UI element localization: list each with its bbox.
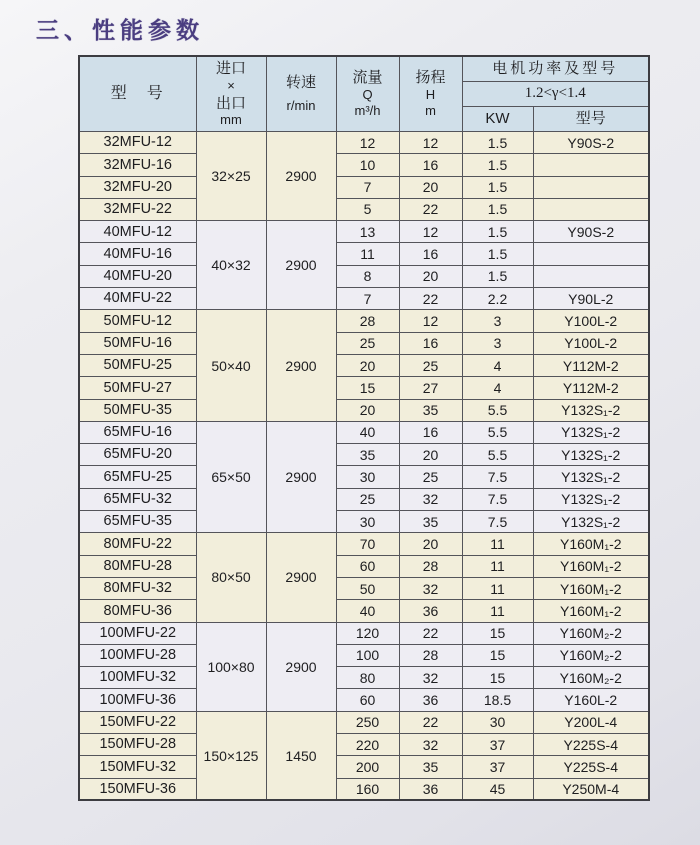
flow-cell: 20 bbox=[336, 354, 399, 376]
table-row bbox=[79, 511, 649, 533]
model-cell: 32MFU-22 bbox=[79, 198, 196, 220]
speed-cell: 2900 bbox=[266, 533, 336, 622]
speed-cell: 2900 bbox=[266, 421, 336, 532]
power-cell: 7.5 bbox=[462, 488, 533, 510]
flow-cell: 40 bbox=[336, 600, 399, 622]
power-cell: 1.5 bbox=[462, 265, 533, 287]
head-cell: 35 bbox=[399, 756, 462, 778]
motor-model-cell: Y132S₁-2 bbox=[533, 444, 649, 466]
flow-cell: 160 bbox=[336, 778, 399, 800]
power-cell: 1.5 bbox=[462, 176, 533, 198]
power-cell: 1.5 bbox=[462, 132, 533, 154]
head-cell: 36 bbox=[399, 600, 462, 622]
table-row bbox=[79, 132, 649, 154]
inlet-outlet-cell: 150×125 bbox=[196, 711, 266, 800]
motor-model-cell bbox=[533, 243, 649, 265]
table-body bbox=[79, 132, 649, 801]
flow-cell: 120 bbox=[336, 622, 399, 644]
model-cell: 65MFU-20 bbox=[79, 444, 196, 466]
head-cell: 32 bbox=[399, 577, 462, 599]
inlet-outlet-cell: 40×32 bbox=[196, 221, 266, 310]
inlet-outlet-cell: 50×40 bbox=[196, 310, 266, 421]
head-cell: 32 bbox=[399, 667, 462, 689]
header-speed-unit: r/min bbox=[286, 98, 316, 114]
flow-cell: 7 bbox=[336, 176, 399, 198]
table-row bbox=[79, 488, 649, 510]
model-cell: 100MFU-22 bbox=[79, 622, 196, 644]
head-cell: 25 bbox=[399, 354, 462, 376]
power-cell: 11 bbox=[462, 555, 533, 577]
power-cell: 3 bbox=[462, 332, 533, 354]
power-cell: 15 bbox=[462, 667, 533, 689]
header-head-label: 扬程 bbox=[415, 69, 446, 87]
flow-cell: 25 bbox=[336, 332, 399, 354]
flow-cell: 30 bbox=[336, 466, 399, 488]
flow-cell: 25 bbox=[336, 488, 399, 510]
model-cell: 150MFU-32 bbox=[79, 756, 196, 778]
header-inlet-label: 进口 bbox=[215, 60, 246, 78]
model-cell: 40MFU-20 bbox=[79, 265, 196, 287]
model-cell: 40MFU-12 bbox=[79, 221, 196, 243]
power-cell: 37 bbox=[462, 756, 533, 778]
header-motor-model bbox=[533, 107, 649, 132]
header-head-symbol: H bbox=[425, 86, 436, 102]
header-mm-unit: mm bbox=[220, 111, 242, 127]
table-row bbox=[79, 243, 649, 265]
table-row bbox=[79, 778, 649, 800]
head-cell: 36 bbox=[399, 689, 462, 711]
model-cell: 40MFU-22 bbox=[79, 288, 196, 310]
flow-cell: 250 bbox=[336, 711, 399, 733]
head-cell: 16 bbox=[399, 154, 462, 176]
motor-model-cell bbox=[533, 198, 649, 220]
motor-model-cell: Y200L-4 bbox=[533, 711, 649, 733]
header-head-unit: m bbox=[425, 102, 436, 118]
head-cell: 28 bbox=[399, 644, 462, 666]
flow-cell: 60 bbox=[336, 689, 399, 711]
flow-cell: 220 bbox=[336, 734, 399, 756]
header-motor-group-label: 电机功率及型号 bbox=[492, 60, 619, 78]
head-cell: 16 bbox=[399, 421, 462, 443]
motor-model-cell: Y90S-2 bbox=[533, 132, 649, 154]
motor-model-cell: Y132S₁-2 bbox=[533, 511, 649, 533]
model-cell: 32MFU-16 bbox=[79, 154, 196, 176]
speed-cell: 2900 bbox=[266, 221, 336, 310]
flow-cell: 35 bbox=[336, 444, 399, 466]
model-cell: 100MFU-32 bbox=[79, 667, 196, 689]
power-cell: 18.5 bbox=[462, 689, 533, 711]
head-cell: 32 bbox=[399, 734, 462, 756]
flow-cell: 50 bbox=[336, 577, 399, 599]
motor-model-cell: Y100L-2 bbox=[533, 310, 649, 332]
motor-model-cell: Y225S-4 bbox=[533, 756, 649, 778]
model-cell: 65MFU-35 bbox=[79, 511, 196, 533]
flow-cell: 40 bbox=[336, 421, 399, 443]
speed-cell: 2900 bbox=[266, 310, 336, 421]
power-cell: 11 bbox=[462, 577, 533, 599]
flow-cell: 7 bbox=[336, 288, 399, 310]
power-cell: 5.5 bbox=[462, 444, 533, 466]
model-cell: 100MFU-28 bbox=[79, 644, 196, 666]
table-row bbox=[79, 288, 649, 310]
table-row bbox=[79, 310, 649, 332]
power-cell: 4 bbox=[462, 354, 533, 376]
power-cell: 45 bbox=[462, 778, 533, 800]
power-cell: 1.5 bbox=[462, 221, 533, 243]
flow-cell: 60 bbox=[336, 555, 399, 577]
flow-cell: 20 bbox=[336, 399, 399, 421]
flow-cell: 5 bbox=[336, 198, 399, 220]
table-row bbox=[79, 176, 649, 198]
speed-cell: 2900 bbox=[266, 132, 336, 221]
header-inlet-outlet bbox=[196, 56, 266, 132]
power-cell: 37 bbox=[462, 734, 533, 756]
motor-model-cell: Y160M₁-2 bbox=[533, 577, 649, 599]
flow-cell: 12 bbox=[336, 132, 399, 154]
head-cell: 16 bbox=[399, 243, 462, 265]
table-row bbox=[79, 711, 649, 733]
motor-model-cell: Y160M₂-2 bbox=[533, 622, 649, 644]
table-row bbox=[79, 399, 649, 421]
header-flow-label: 流量 bbox=[352, 69, 383, 87]
flow-cell: 15 bbox=[336, 377, 399, 399]
table-row bbox=[79, 466, 649, 488]
head-cell: 28 bbox=[399, 555, 462, 577]
head-cell: 35 bbox=[399, 399, 462, 421]
motor-model-cell: Y160M₁-2 bbox=[533, 533, 649, 555]
page-title: 三、性能参数 bbox=[36, 17, 204, 43]
model-cell: 150MFU-36 bbox=[79, 778, 196, 800]
flow-cell: 100 bbox=[336, 644, 399, 666]
header-head bbox=[399, 56, 462, 132]
header-motor-group bbox=[462, 56, 649, 82]
flow-cell: 70 bbox=[336, 533, 399, 555]
power-cell: 7.5 bbox=[462, 511, 533, 533]
head-cell: 36 bbox=[399, 778, 462, 800]
flow-cell: 200 bbox=[336, 756, 399, 778]
header-model-label: 型 号 bbox=[110, 84, 165, 102]
model-cell: 50MFU-25 bbox=[79, 354, 196, 376]
head-cell: 20 bbox=[399, 533, 462, 555]
motor-model-cell: Y225S-4 bbox=[533, 734, 649, 756]
speed-cell: 2900 bbox=[266, 622, 336, 711]
model-cell: 150MFU-22 bbox=[79, 711, 196, 733]
head-cell: 35 bbox=[399, 511, 462, 533]
power-cell: 3 bbox=[462, 310, 533, 332]
head-cell: 32 bbox=[399, 488, 462, 510]
power-cell: 2.2 bbox=[462, 288, 533, 310]
power-cell: 30 bbox=[462, 711, 533, 733]
flow-cell: 10 bbox=[336, 154, 399, 176]
model-cell: 65MFU-25 bbox=[79, 466, 196, 488]
flow-cell: 11 bbox=[336, 243, 399, 265]
head-cell: 22 bbox=[399, 288, 462, 310]
header-flow bbox=[336, 56, 399, 132]
head-cell: 22 bbox=[399, 711, 462, 733]
power-cell: 5.5 bbox=[462, 421, 533, 443]
power-cell: 4 bbox=[462, 377, 533, 399]
power-cell: 1.5 bbox=[462, 154, 533, 176]
motor-model-cell: Y132S₁-2 bbox=[533, 399, 649, 421]
power-cell: 15 bbox=[462, 644, 533, 666]
inlet-outlet-cell: 32×25 bbox=[196, 132, 266, 221]
header-motor-condition-label: 1.2<γ<1.4 bbox=[524, 85, 586, 102]
table-row bbox=[79, 332, 649, 354]
motor-model-cell: Y132S₁-2 bbox=[533, 466, 649, 488]
table-row bbox=[79, 734, 649, 756]
header-kw-label: KW bbox=[485, 110, 510, 128]
header-speed bbox=[266, 56, 336, 132]
head-cell: 27 bbox=[399, 377, 462, 399]
table-header bbox=[79, 56, 649, 132]
header-times-sign: × bbox=[227, 77, 235, 93]
inlet-outlet-cell: 100×80 bbox=[196, 622, 266, 711]
power-cell: 15 bbox=[462, 622, 533, 644]
head-cell: 20 bbox=[399, 444, 462, 466]
motor-model-cell: Y132S₁-2 bbox=[533, 421, 649, 443]
model-cell: 100MFU-36 bbox=[79, 689, 196, 711]
power-cell: 5.5 bbox=[462, 399, 533, 421]
speed-cell: 1450 bbox=[266, 711, 336, 800]
model-cell: 50MFU-16 bbox=[79, 332, 196, 354]
table-row bbox=[79, 644, 649, 666]
model-cell: 50MFU-35 bbox=[79, 399, 196, 421]
header-speed-label: 转速 bbox=[285, 73, 316, 91]
header-flow-unit: m³/h bbox=[354, 102, 381, 118]
model-cell: 50MFU-12 bbox=[79, 310, 196, 332]
model-cell: 40MFU-16 bbox=[79, 243, 196, 265]
table-row bbox=[79, 221, 649, 243]
motor-model-cell: Y160L-2 bbox=[533, 689, 649, 711]
motor-model-cell: Y250M-4 bbox=[533, 778, 649, 800]
header-outlet-label: 出口 bbox=[215, 94, 246, 112]
flow-cell: 80 bbox=[336, 667, 399, 689]
table-row bbox=[79, 198, 649, 220]
flow-cell: 30 bbox=[336, 511, 399, 533]
motor-model-cell: Y160M₂-2 bbox=[533, 667, 649, 689]
motor-model-cell: Y90L-2 bbox=[533, 288, 649, 310]
head-cell: 12 bbox=[399, 132, 462, 154]
model-cell: 80MFU-32 bbox=[79, 577, 196, 599]
table-row bbox=[79, 533, 649, 555]
header-motor-condition bbox=[462, 82, 649, 107]
motor-model-cell bbox=[533, 154, 649, 176]
table-row bbox=[79, 265, 649, 287]
table-row bbox=[79, 622, 649, 644]
table-row bbox=[79, 577, 649, 599]
power-cell: 1.5 bbox=[462, 243, 533, 265]
table-row bbox=[79, 154, 649, 176]
table-row bbox=[79, 421, 649, 443]
flow-cell: 28 bbox=[336, 310, 399, 332]
table-row bbox=[79, 555, 649, 577]
model-cell: 150MFU-28 bbox=[79, 734, 196, 756]
inlet-outlet-cell: 65×50 bbox=[196, 421, 266, 532]
motor-model-cell: Y90S-2 bbox=[533, 221, 649, 243]
header-motor-model-label: 型号 bbox=[575, 110, 606, 128]
table-row bbox=[79, 756, 649, 778]
head-cell: 20 bbox=[399, 176, 462, 198]
motor-model-cell bbox=[533, 176, 649, 198]
motor-model-cell: Y112M-2 bbox=[533, 354, 649, 376]
header-model bbox=[79, 56, 196, 132]
table-row bbox=[79, 600, 649, 622]
flow-cell: 13 bbox=[336, 221, 399, 243]
head-cell: 25 bbox=[399, 466, 462, 488]
power-cell: 11 bbox=[462, 533, 533, 555]
header-kw bbox=[462, 107, 533, 132]
table-row bbox=[79, 667, 649, 689]
model-cell: 80MFU-28 bbox=[79, 555, 196, 577]
model-cell: 80MFU-36 bbox=[79, 600, 196, 622]
inlet-outlet-cell: 80×50 bbox=[196, 533, 266, 622]
power-cell: 11 bbox=[462, 600, 533, 622]
table-row bbox=[79, 689, 649, 711]
motor-model-cell: Y132S₁-2 bbox=[533, 488, 649, 510]
power-cell: 1.5 bbox=[462, 198, 533, 220]
model-cell: 32MFU-20 bbox=[79, 176, 196, 198]
header-flow-symbol: Q bbox=[362, 86, 373, 102]
motor-model-cell bbox=[533, 265, 649, 287]
head-cell: 22 bbox=[399, 622, 462, 644]
motor-model-cell: Y112M-2 bbox=[533, 377, 649, 399]
model-cell: 65MFU-32 bbox=[79, 488, 196, 510]
power-cell: 7.5 bbox=[462, 466, 533, 488]
motor-model-cell: Y160M₁-2 bbox=[533, 600, 649, 622]
model-cell: 32MFU-12 bbox=[79, 132, 196, 154]
model-cell: 80MFU-22 bbox=[79, 533, 196, 555]
model-cell: 50MFU-27 bbox=[79, 377, 196, 399]
table-row bbox=[79, 444, 649, 466]
head-cell: 20 bbox=[399, 265, 462, 287]
head-cell: 12 bbox=[399, 310, 462, 332]
model-cell: 65MFU-16 bbox=[79, 421, 196, 443]
head-cell: 16 bbox=[399, 332, 462, 354]
head-cell: 22 bbox=[399, 198, 462, 220]
flow-cell: 8 bbox=[336, 265, 399, 287]
table-row bbox=[79, 377, 649, 399]
table-row bbox=[79, 354, 649, 376]
motor-model-cell: Y160M₁-2 bbox=[533, 555, 649, 577]
motor-model-cell: Y160M₂-2 bbox=[533, 644, 649, 666]
motor-model-cell: Y100L-2 bbox=[533, 332, 649, 354]
head-cell: 12 bbox=[399, 221, 462, 243]
performance-table bbox=[78, 55, 650, 801]
